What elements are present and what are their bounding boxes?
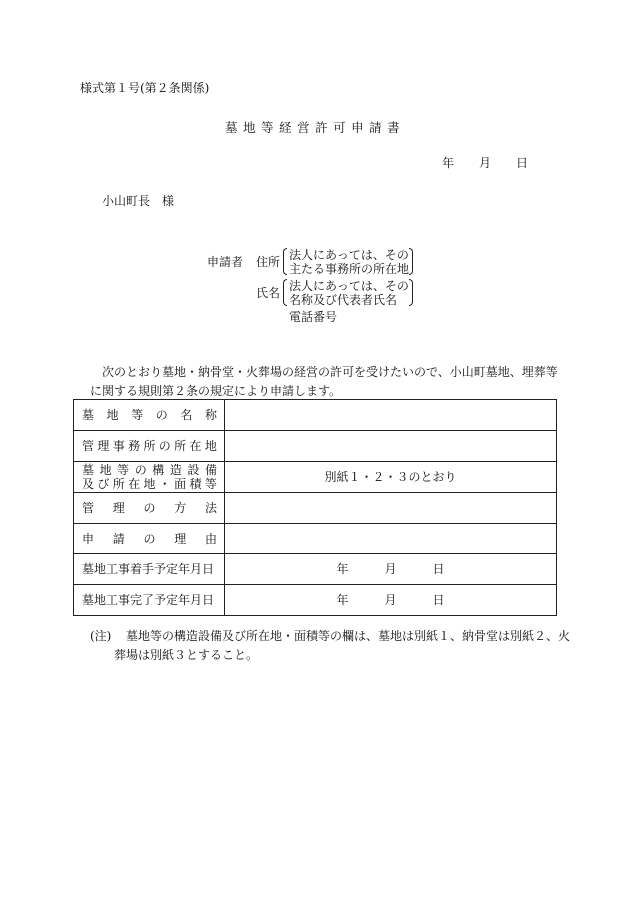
year-label: 年: [336, 593, 349, 608]
table-row: [74, 400, 557, 431]
address-note-line: 主たる事務所の所在地: [289, 262, 410, 276]
label-char: 構: [152, 462, 165, 477]
facility-name-field[interactable]: [225, 400, 557, 431]
title-char: 書: [387, 120, 400, 135]
label-char: 等: [117, 462, 130, 477]
structure-area-field[interactable]: 別紙１・２・３のとおり: [225, 461, 557, 492]
row-label-facility-name: [74, 400, 225, 431]
label-char: 在: [128, 476, 141, 491]
label-char: 地: [204, 438, 217, 453]
application-reason-field[interactable]: [225, 523, 557, 554]
body-text-line: に関する規則第２条の規定により申請します。: [90, 384, 342, 398]
label-char: 面: [174, 476, 187, 491]
label-char: 積: [189, 476, 202, 491]
name-note-line: 名称及び代表者氏名: [289, 293, 398, 307]
bracket-right: [409, 279, 413, 306]
row-label-start-date: [74, 554, 225, 585]
body-text-line: 次のとおり墓地・納骨堂・火葬場の経営の許可を受けたいので、小山町墓地、埋葬等: [102, 365, 558, 379]
year-label: 年: [336, 562, 349, 577]
application-date: [442, 157, 528, 169]
label-char: 由: [204, 531, 217, 546]
label-char: 方: [174, 500, 187, 515]
label-char: び: [97, 476, 110, 491]
name-label: 氏名: [256, 286, 281, 300]
applicant-label: 申請者: [207, 255, 244, 269]
address-note: [283, 248, 413, 275]
title-char: 申: [351, 120, 364, 135]
row-label-structure-area: [74, 461, 225, 492]
label-char: の: [143, 500, 156, 515]
management-method-field[interactable]: [225, 492, 557, 523]
address-label: 住所: [256, 255, 281, 269]
row-label-application-reason: [74, 523, 225, 554]
label-text: 墓地工事着手予定年月日: [82, 562, 215, 577]
name-note: [283, 279, 413, 306]
row-label-management-method: [74, 492, 225, 523]
row-label-completion-date: [74, 585, 225, 616]
label-char: の: [143, 531, 156, 546]
label-char: 等: [131, 407, 144, 422]
label-char: 理: [97, 438, 110, 453]
table-row: [74, 430, 557, 461]
label-char: 墓: [82, 407, 95, 422]
day-label: 日: [432, 562, 445, 577]
note-line: 墓地等の構造設備及び所在地・面積等の欄は、墓地は別紙１、納骨堂は別紙２、火: [126, 629, 571, 643]
day-label: 日: [432, 593, 445, 608]
label-char: 管: [82, 500, 95, 515]
label-char: 事: [112, 438, 125, 453]
date-year-label: 年: [442, 156, 455, 170]
label-char: 所: [112, 476, 125, 491]
table-row: [74, 585, 557, 616]
completion-date-field[interactable]: [225, 585, 557, 616]
label-char: 理: [174, 531, 187, 546]
label-char: 墓: [82, 462, 95, 477]
bracket-right: [409, 248, 413, 275]
label-char: 及: [82, 476, 95, 491]
label-char: の: [158, 438, 171, 453]
label-char: ・: [158, 476, 171, 491]
label-char: 管: [82, 438, 95, 453]
month-label: 月: [384, 562, 397, 577]
label-char: 地: [99, 462, 112, 477]
label-char: 所: [143, 438, 156, 453]
label-char: 等: [204, 476, 217, 491]
label-char: 在: [189, 438, 202, 453]
bracket-left: [283, 248, 287, 275]
name-note-line: 法人にあっては、その: [289, 279, 409, 293]
label-char: 地: [143, 476, 156, 491]
label-line: [82, 463, 217, 477]
label-char: 法: [204, 500, 217, 515]
office-location-field[interactable]: [225, 430, 557, 461]
label-char: 請: [112, 531, 125, 546]
table-row: [74, 492, 557, 523]
title-char: 経: [279, 120, 292, 135]
bracket-left: [283, 279, 287, 306]
start-date-field[interactable]: [225, 554, 557, 585]
note-line: 葬場は別紙３とすること。: [114, 648, 259, 662]
label-char: 申: [82, 531, 95, 546]
label-char: の: [155, 407, 168, 422]
addressee: 小山町長 様: [102, 194, 175, 208]
month-label: 月: [384, 593, 397, 608]
document-title: [225, 122, 400, 135]
phone-label: 電話番号: [289, 310, 338, 324]
label-char: 備: [204, 462, 217, 477]
table-row: [74, 461, 557, 492]
label-char: 理: [112, 500, 125, 515]
label-char: 設: [187, 462, 200, 477]
title-char: 可: [333, 120, 346, 135]
table-row: [74, 554, 557, 585]
label-char: 務: [128, 438, 141, 453]
application-table: [73, 399, 557, 616]
label-char: 名: [180, 407, 193, 422]
title-char: 許: [315, 120, 328, 135]
table-row: [74, 523, 557, 554]
date-day-label: 日: [516, 156, 529, 170]
title-char: 墓: [225, 120, 238, 135]
row-label-office-location: [74, 430, 225, 461]
note-mark: (注): [90, 629, 112, 643]
title-char: 営: [297, 120, 310, 135]
title-char: 請: [369, 120, 382, 135]
label-char: 所: [174, 438, 187, 453]
date-month-label: 月: [479, 156, 492, 170]
title-char: 等: [261, 120, 274, 135]
address-note-line: 法人にあっては、その: [289, 248, 409, 262]
label-char: 称: [204, 407, 217, 422]
label-text: 墓地工事完了予定年月日: [82, 593, 215, 608]
form-number: 様式第１号(第２条関係): [80, 81, 210, 95]
label-char: 地: [106, 407, 119, 422]
title-char: 地: [243, 120, 256, 135]
label-char: の: [134, 462, 147, 477]
label-line: [82, 477, 217, 491]
label-char: 造: [169, 462, 182, 477]
